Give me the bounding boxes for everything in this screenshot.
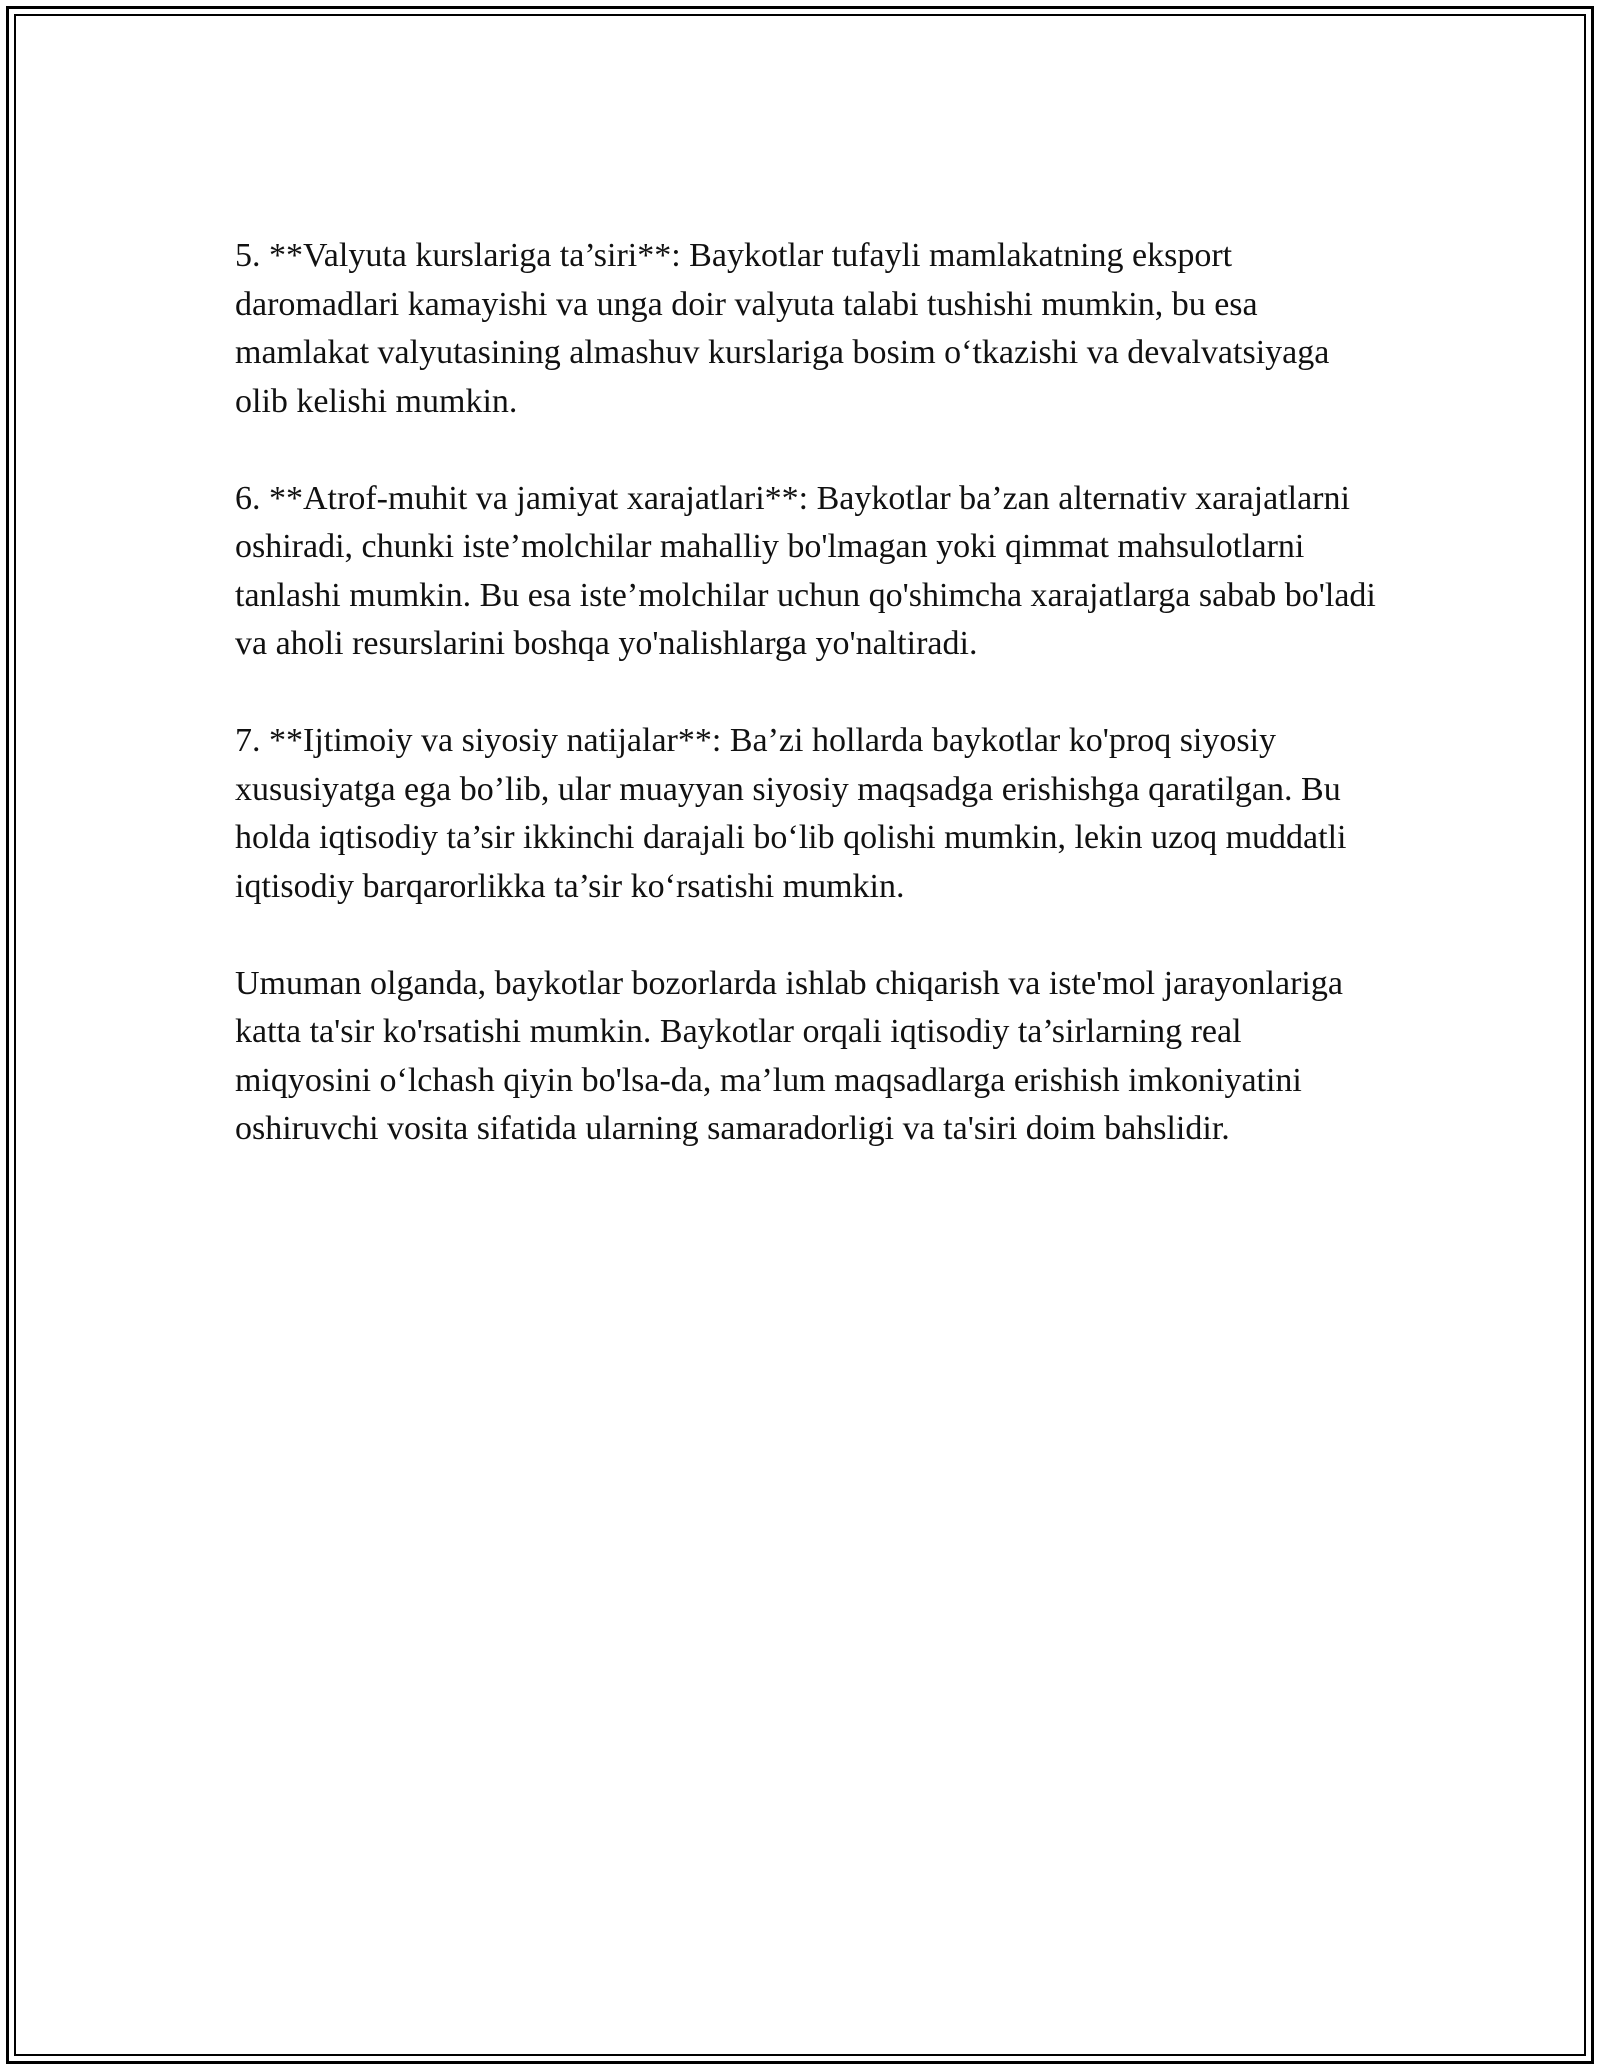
paragraph-environment-society-costs: 6. **Atrof-muhit va jamiyat xarajatlari**: Baykotlar ba’zan alternativ xarajatlarni oshiradi, chunki iste’molchilar mahalliy bo'lmagan yoki qimmat mahsulotlarni tanlashi mumkin. Bu esa iste’molchilar uchun qo'shimcha xarajatlarga sabab bo'ladi va aholi resurslarini boshqa yo'nalishlarga yo'naltiradi. bbox=[235, 479, 1376, 662]
document-body bbox=[235, 232, 1385, 1154]
paragraph-currency-exchange: 5. **Valyuta kurslariga ta’siri**: Baykotlar tufayli mamlakatning eksport daromadlari kamayishi va unga doir valyuta talabi tushishi mumkin, bu esa mamlakat valyutasining almashuv kurslariga bosim o‘tkazishi va devalvatsiyaga olib kelishi mumkin. bbox=[235, 237, 1330, 420]
paragraph-social-political-results: 7. **Ijtimoiy va siyosiy natijalar**: Ba’zi hollarda baykotlar ko'proq siyosiy xususiyatga ega bo’lib, ular muayyan siyosiy maqsadga erishishga qaratilgan. Bu holda iqtisodiy ta’sir ikkinchi darajali bo‘lib qolishi mumkin, lekin uzoq muddatli iqtisodiy barqarorlikka ta’sir ko‘rsatishi mumkin. bbox=[235, 722, 1347, 905]
paragraph-conclusion: Umuman olganda, baykotlar bozorlarda ishlab chiqarish va iste'mol jarayonlariga katta ta'sir ko'rsatishi mumkin. Baykotlar orqali iqtisodiy ta’sirlarning real miqyosini o‘lchash qiyin bo'lsa-da, ma’lum maqsadlarga erishish imkoniyatini oshiruvchi vosita sifatida ularning samaradorligi va ta'siri doim bahslidir. bbox=[235, 964, 1343, 1147]
